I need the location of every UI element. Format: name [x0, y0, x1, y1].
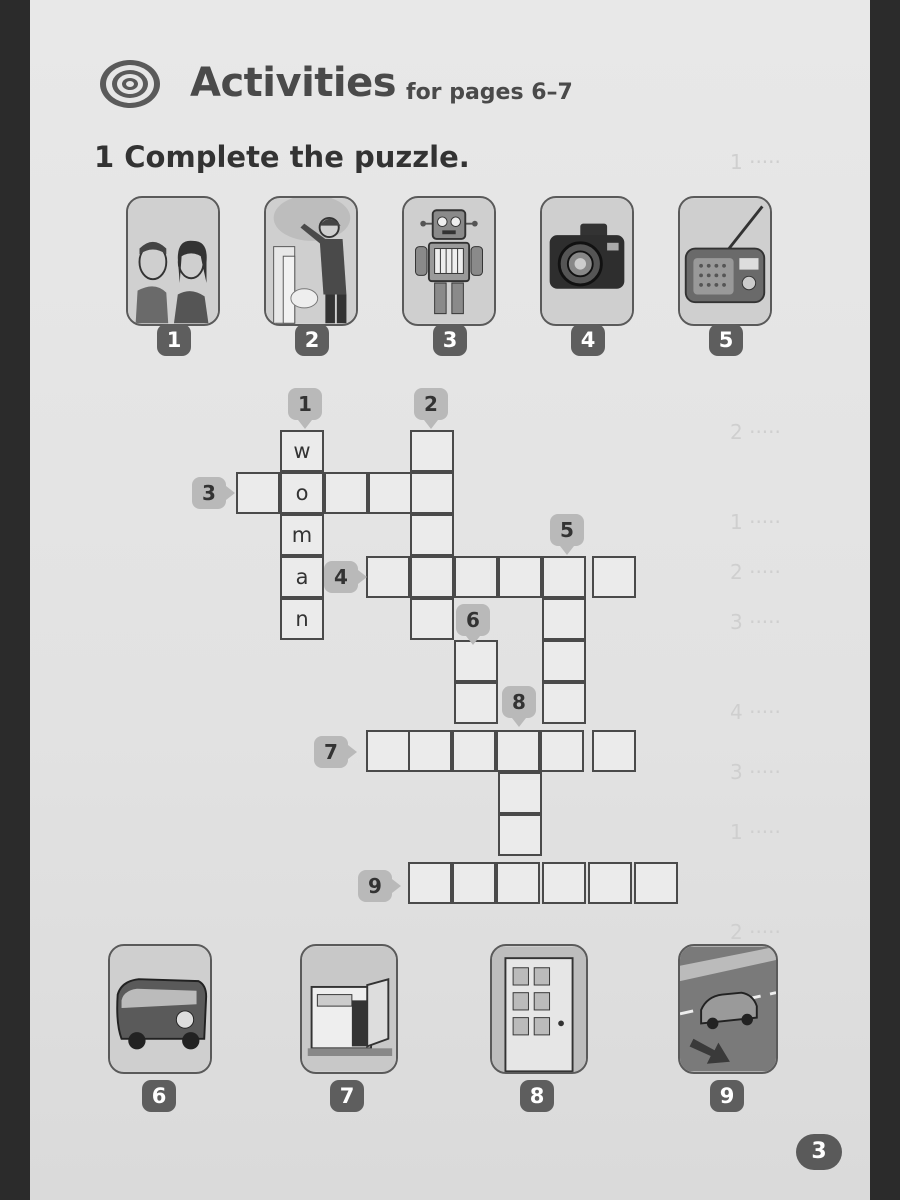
- page-number: 3: [796, 1134, 842, 1170]
- picture-7: [300, 944, 398, 1074]
- worker-icon: [266, 198, 356, 324]
- clue-marker-7: 7: [314, 736, 348, 768]
- car-road-icon: [680, 946, 776, 1072]
- picture-9: [678, 944, 778, 1074]
- people-icon: [128, 198, 218, 324]
- clue-marker-6: 6: [456, 604, 490, 636]
- crossword-cell[interactable]: m: [280, 514, 324, 556]
- crossword-cell[interactable]: [366, 556, 410, 598]
- crossword-cell[interactable]: [542, 556, 586, 598]
- crossword-cell[interactable]: [592, 730, 636, 772]
- robot-icon: [404, 198, 494, 324]
- workbook-page: 1 ····· 2 ····· 1 ····· 2 ····· 3 ····· 4 ····· 3 ····· 1 ····· 2 ····· Activities for pages 6–7 1 Complete the puzzle. 1 2 3 4 5 w o m a n 1 2 3 4 5 6 7 8 9 6 7 8 9 3: [30, 0, 870, 1200]
- crossword-cell[interactable]: [634, 862, 678, 904]
- crossword-cell[interactable]: [452, 730, 496, 772]
- crossword-cell[interactable]: [236, 472, 280, 514]
- picture-number-7: 7: [330, 1080, 364, 1112]
- crossword-cell[interactable]: [542, 640, 586, 682]
- crossword-cell[interactable]: [410, 514, 454, 556]
- swirl-icon: [98, 58, 162, 110]
- crossword-cell[interactable]: [410, 598, 454, 640]
- crossword-cell[interactable]: [498, 556, 542, 598]
- crossword-cell[interactable]: [408, 730, 452, 772]
- clue-marker-3: 3: [192, 477, 226, 509]
- shop-window-icon: [302, 946, 396, 1072]
- crossword-cell[interactable]: o: [280, 472, 324, 514]
- crossword-cell[interactable]: [452, 862, 496, 904]
- picture-1: [126, 196, 220, 326]
- radio-icon: [680, 198, 770, 324]
- crossword-cell[interactable]: [410, 430, 454, 472]
- crossword-cell[interactable]: [324, 472, 368, 514]
- clue-marker-9: 9: [358, 870, 392, 902]
- crossword-cell[interactable]: [410, 556, 454, 598]
- picture-number-9: 9: [710, 1080, 744, 1112]
- camera-icon: [542, 198, 632, 324]
- crossword-cell[interactable]: [540, 730, 584, 772]
- task-instruction: 1 Complete the puzzle.: [94, 140, 470, 174]
- crossword-cell[interactable]: [454, 682, 498, 724]
- page-subtitle: for pages 6–7: [406, 80, 573, 105]
- crossword-cell[interactable]: [498, 814, 542, 856]
- picture-number-1: 1: [157, 324, 191, 356]
- crossword-cell[interactable]: [542, 862, 586, 904]
- picture-4: [540, 196, 634, 326]
- page-title: Activities: [190, 60, 397, 106]
- clue-marker-4: 4: [324, 561, 358, 593]
- picture-6: [108, 944, 212, 1074]
- picture-number-4: 4: [571, 324, 605, 356]
- picture-8: [490, 944, 588, 1074]
- picture-2: [264, 196, 358, 326]
- crossword-cell[interactable]: [542, 682, 586, 724]
- clue-marker-8: 8: [502, 686, 536, 718]
- crossword-cell[interactable]: [410, 472, 454, 514]
- clue-marker-2: 2: [414, 388, 448, 420]
- crossword-cell[interactable]: a: [280, 556, 324, 598]
- crossword-cell[interactable]: [408, 862, 452, 904]
- picture-number-8: 8: [520, 1080, 554, 1112]
- crossword-cell[interactable]: w: [280, 430, 324, 472]
- crossword-cell[interactable]: [454, 640, 498, 682]
- door-icon: [492, 946, 586, 1072]
- crossword-cell[interactable]: [542, 598, 586, 640]
- bus-icon: [110, 946, 210, 1072]
- picture-number-5: 5: [709, 324, 743, 356]
- picture-5: [678, 196, 772, 326]
- crossword-cell[interactable]: [366, 730, 410, 772]
- crossword-cell[interactable]: [368, 472, 412, 514]
- crossword-cell[interactable]: [498, 772, 542, 814]
- crossword-cell[interactable]: [496, 862, 540, 904]
- picture-number-3: 3: [433, 324, 467, 356]
- crossword-cell[interactable]: [588, 862, 632, 904]
- clue-marker-5: 5: [550, 514, 584, 546]
- picture-number-6: 6: [142, 1080, 176, 1112]
- crossword-cell[interactable]: n: [280, 598, 324, 640]
- picture-3: [402, 196, 496, 326]
- crossword-cell[interactable]: [592, 556, 636, 598]
- clue-marker-1: 1: [288, 388, 322, 420]
- crossword-cell[interactable]: [454, 556, 498, 598]
- crossword-cell[interactable]: [496, 730, 540, 772]
- picture-number-2: 2: [295, 324, 329, 356]
